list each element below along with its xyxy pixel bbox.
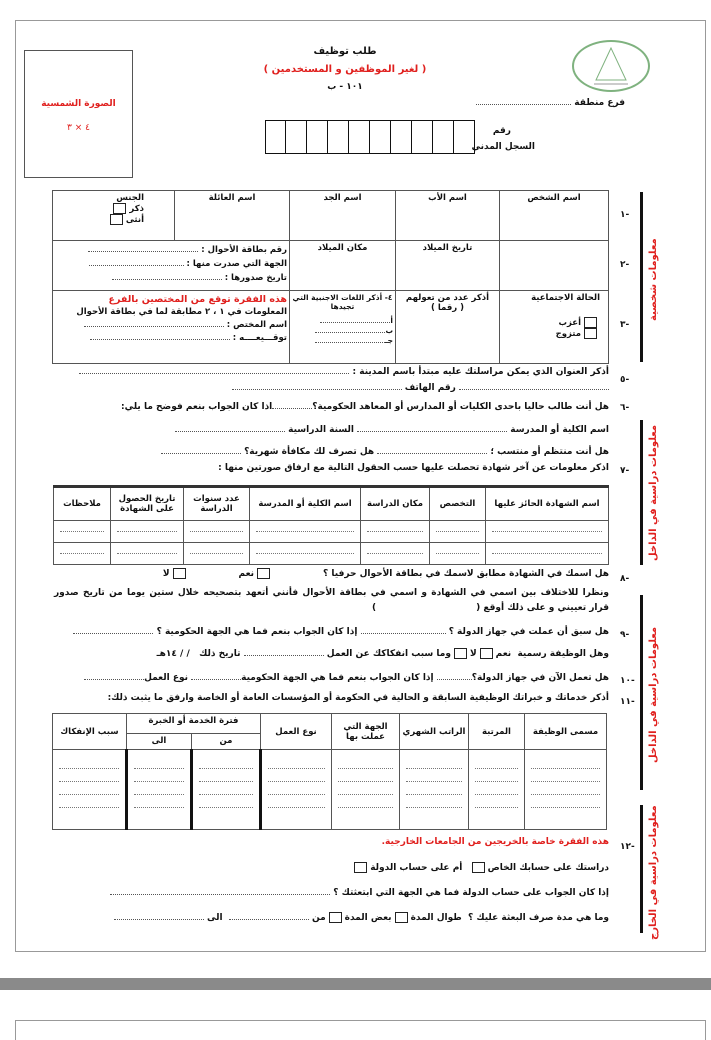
sponsor-field[interactable]: إذا كان الجواب على حساب الدولة فما هي الجهة التي ابتعثتك ؟ (110, 887, 609, 898)
languages-cell[interactable]: ٤- أذكر اللغات الاجنبية التي تجيدها أ ب جـ (290, 291, 396, 364)
gender-female[interactable]: أنثى (55, 214, 144, 225)
certificate-question: اذكر معلومات عن آخر شهادة تحصلت عليها حسب الحقول التالية مع ارفاق صورتين منها : (218, 463, 609, 473)
section-bar (640, 595, 643, 790)
column-header: عدد سنوات الدراسة (184, 487, 250, 521)
page-separator (0, 978, 711, 990)
item-number: -٩ (620, 630, 630, 640)
column-header: ملاحظات (54, 487, 111, 521)
study-funding-question[interactable]: دراستك على حسابك الخاص أم على حساب الدولة (351, 862, 609, 873)
item-number: -١٠ (620, 676, 635, 686)
form-code: ١٠١ - ب (327, 82, 363, 92)
form-subtitle: ( لغير الموظفين و المستخدمين ) (263, 64, 427, 75)
personal-info-table (52, 190, 609, 364)
marital-status-cell: الحالة الاجتماعية أعزب متزوج (500, 291, 609, 364)
item-number: -١٢ (620, 842, 635, 852)
abroad-note: هذه الفقرة خاصة بالخريجين من الجامعات الخارجية. (381, 837, 609, 847)
next-page (15, 1020, 706, 1040)
column-header: نوع العمل (261, 714, 332, 750)
item-number: -٨ (620, 574, 630, 584)
column-header: الجهة التي عملت بها (332, 714, 400, 750)
checkbox-full[interactable] (395, 912, 408, 923)
item-number: -٣ (620, 320, 630, 330)
form-title: طلب توظيف (313, 46, 377, 57)
photo-size: ٤ × ٣ (67, 123, 90, 133)
civil-label-2: السجل المدني (471, 142, 535, 152)
name-pledge-text: ونظرا للاختلاف بين اسمي في الشهادة و اسمي في بطاقة الأحوال فأنني أتعهد بتصحيحه خلال ستين يوما من تاريخ صدور قرار تعييني و على ذلك أوقع () (54, 588, 609, 613)
item-number: -٢ (620, 260, 630, 270)
gender-cell: الجنس ذكر أنثى (53, 191, 175, 241)
checkbox[interactable] (113, 203, 126, 214)
checkbox[interactable] (584, 328, 597, 339)
table-row[interactable] (54, 521, 609, 543)
column-header: اسم الكلية أو المدرسة (250, 487, 361, 521)
family-name-cell[interactable]: اسم العائلة (175, 191, 290, 241)
id-card-cell[interactable]: رقم بطاقة الأحوال : الجهة التي صدرت منها : تاريخ صدورها : (53, 241, 290, 291)
checkbox-yes[interactable] (480, 648, 493, 659)
official-job-question[interactable]: وهل الوظيفة رسمية نعملاوما سبب انفكاكك عن العمل تاريخ ذلك / / ١٤هـ (156, 649, 609, 659)
marital-single[interactable]: أعزب (502, 317, 600, 328)
column-header: الى (127, 734, 192, 750)
certificate-table (53, 485, 609, 565)
empty-cell (500, 241, 609, 291)
column-header: المرتبة (469, 714, 525, 750)
phone-field[interactable]: رقم الهاتف (232, 382, 609, 393)
branch-field[interactable] (476, 97, 625, 108)
experience-table (52, 713, 607, 830)
column-header: من (192, 734, 261, 750)
official-verification-cell: هذه الفقرة توقع من المختصين بالفرع المعلومات في ١ ، ٢ مطابقة لما في بطاقة الأحوال اسم المختص : توقـــيعــــه : (53, 291, 290, 364)
column-header: مكان الدراسة (361, 487, 430, 521)
side-label-personal: معلومات شخصية (648, 238, 659, 322)
current-gov-work-question[interactable]: هل تعمل الآن في جهاز الدولة؟ إذا كان الجواب بنعم فما هي الجهة الحكومية نوع العمل (84, 672, 609, 683)
scholarship-duration-field[interactable]: وما هي مدة صرف البعثة عليك ؟ طوال المدةبعض المدةمن الى (114, 912, 609, 923)
student-question[interactable]: هل أنت طالب حاليا باحدى الكليات أو المدارس أو المعاهد الحكومية؟اذا كان الجواب بنعم فوضح ما يلي: (121, 402, 609, 412)
column-header: فترة الخدمة أو الخبرة (127, 714, 261, 734)
checkbox-private[interactable] (472, 862, 485, 873)
column-header: اسم الشهادة الحائز عليها (486, 487, 609, 521)
regular-field[interactable]: هل أنت منتظم أو منتسب ؛ هل تصرف لك مكافأة شهرية؟ (161, 446, 609, 457)
logo-icon (572, 40, 650, 92)
section-bar (640, 192, 643, 362)
marital-married[interactable]: متزوج (502, 328, 600, 339)
column-header: سبب الإنفكاك (53, 714, 127, 750)
section-bar (640, 805, 643, 933)
experience-question: أذكر خدماتك و خبراتك الوظيفية السابقة و الحالية في الحكومة أو المؤسسات العامة أو الخاصة وارفق ما يثبت ذلك: (107, 693, 609, 703)
name-match-question[interactable]: هل اسمك في الشهادة مطابق لاسمك في بطاقة الأحوال حرفيا ؟نعملا (162, 569, 609, 579)
dependents-cell[interactable]: أذكر عدد من تعولهم ( رقما ) (396, 291, 500, 364)
column-header: التخصص (430, 487, 486, 521)
item-number: -٥ (620, 375, 630, 385)
item-number: -١١ (620, 697, 635, 707)
birth-date-cell[interactable]: تاريخ الميلاد (396, 241, 500, 291)
column-header: تاريخ الحصول على الشهادة (111, 487, 184, 521)
civil-number-boxes[interactable] (265, 120, 475, 154)
checkbox-no[interactable] (454, 648, 467, 659)
checkbox[interactable] (110, 214, 123, 225)
side-label-study-local-2: معلومات دراسية في الداخل (648, 626, 659, 764)
item-number: -٧ (620, 466, 630, 476)
father-name-cell[interactable]: اسم الأب (396, 191, 500, 241)
section-bar (640, 420, 643, 565)
birth-place-cell[interactable]: مكان الميلاد (290, 241, 396, 291)
column-header: الراتب الشهري (400, 714, 469, 750)
checkbox-no[interactable] (173, 568, 186, 579)
address-field[interactable]: أذكر العنوان الذي يمكن مراسلتك عليه مبتدأ باسم المدينة : (79, 366, 609, 377)
person-name-cell[interactable]: اسم الشخص (500, 191, 609, 241)
photo-box (24, 50, 133, 178)
college-field[interactable]: اسم الكلية أو المدرسة السنة الدراسية (175, 424, 609, 435)
branch-label: فرع منطقة (574, 98, 625, 108)
photo-label: الصورة الشمسية (41, 99, 116, 109)
checkbox[interactable] (584, 317, 597, 328)
prev-gov-work-question[interactable]: هل سبق أن عملت في جهاز الدولة ؟ إذا كان الجواب بنعم فما هي الجهة الحكومية ؟ (73, 626, 609, 637)
checkbox-state[interactable] (354, 862, 367, 873)
gender-male[interactable]: ذكر (55, 203, 144, 214)
table-row[interactable] (54, 543, 609, 565)
item-number: -٦ (620, 403, 630, 413)
side-label-study-abroad: معلومات دراسية في الخارج (648, 805, 659, 940)
item-number: -١ (620, 210, 630, 220)
checkbox-partial[interactable] (329, 912, 342, 923)
column-header: مسمى الوظيفة (525, 714, 607, 750)
checkbox-yes[interactable] (257, 568, 270, 579)
table-row[interactable] (53, 750, 607, 830)
grandfather-name-cell[interactable]: اسم الجد (290, 191, 396, 241)
side-label-study-local: معلومات دراسية في الداخل (648, 424, 659, 561)
civil-label-1: رقم (492, 126, 511, 136)
